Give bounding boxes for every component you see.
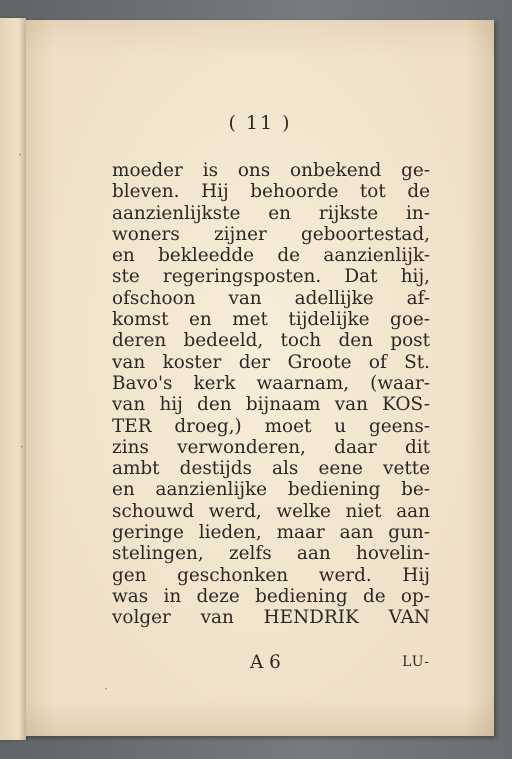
text-line: ofschoon van adellijke af- bbox=[112, 287, 430, 309]
text-line: deren bedeeld, toch den post bbox=[112, 330, 430, 352]
text-line: van hij den bijnaam van KOS- bbox=[112, 394, 430, 416]
text-line: en aanzienlijke bediening be- bbox=[112, 479, 430, 501]
text-line: en bekleedde de aanzienlijk- bbox=[112, 245, 430, 267]
page-number: ( 11 ) bbox=[228, 112, 292, 134]
text-line: Bavo's kerk waarnam, (waar- bbox=[112, 372, 430, 394]
catchword: LU- bbox=[402, 654, 430, 670]
text-line: stelingen, zelfs aan hovelin- bbox=[112, 543, 430, 565]
text-line: schouwd werd, welke niet aan bbox=[112, 500, 430, 522]
facing-page-edge bbox=[0, 18, 26, 740]
margin-speck: · bbox=[20, 440, 24, 454]
text-line: ambt destijds als eene vette bbox=[112, 458, 430, 480]
text-line: TER droeg,) moet u geens- bbox=[112, 415, 430, 437]
text-line: komst en met tijdelijke goe- bbox=[112, 309, 430, 331]
text-line: ste regeringsposten. Dat hij, bbox=[112, 266, 430, 288]
signature-mark: A 6 bbox=[250, 652, 281, 673]
text-line: bleven. Hij behoorde tot de bbox=[112, 181, 430, 203]
margin-speck: · bbox=[18, 148, 22, 162]
text-line: aanzienlijkste en rijkste in- bbox=[112, 202, 430, 224]
page-footer bbox=[250, 652, 430, 676]
ink-speck: · bbox=[104, 682, 108, 696]
text-line: zins verwonderen, daar dit bbox=[112, 436, 430, 458]
text-line: was in deze bediening de op- bbox=[112, 585, 430, 607]
book-page bbox=[18, 20, 494, 736]
text-line: geringe lieden, maar aan gun- bbox=[112, 522, 430, 544]
text-line: moeder is ons onbekend ge- bbox=[112, 160, 430, 181]
text-line: volger van HENDRIK VAN bbox=[112, 607, 430, 629]
text-line: woners zijner geboortestad, bbox=[112, 223, 430, 245]
text-line: gen geschonken werd. Hij bbox=[112, 564, 430, 586]
text-line: van koster der Groote of St. bbox=[112, 351, 430, 373]
body-text bbox=[112, 160, 430, 629]
